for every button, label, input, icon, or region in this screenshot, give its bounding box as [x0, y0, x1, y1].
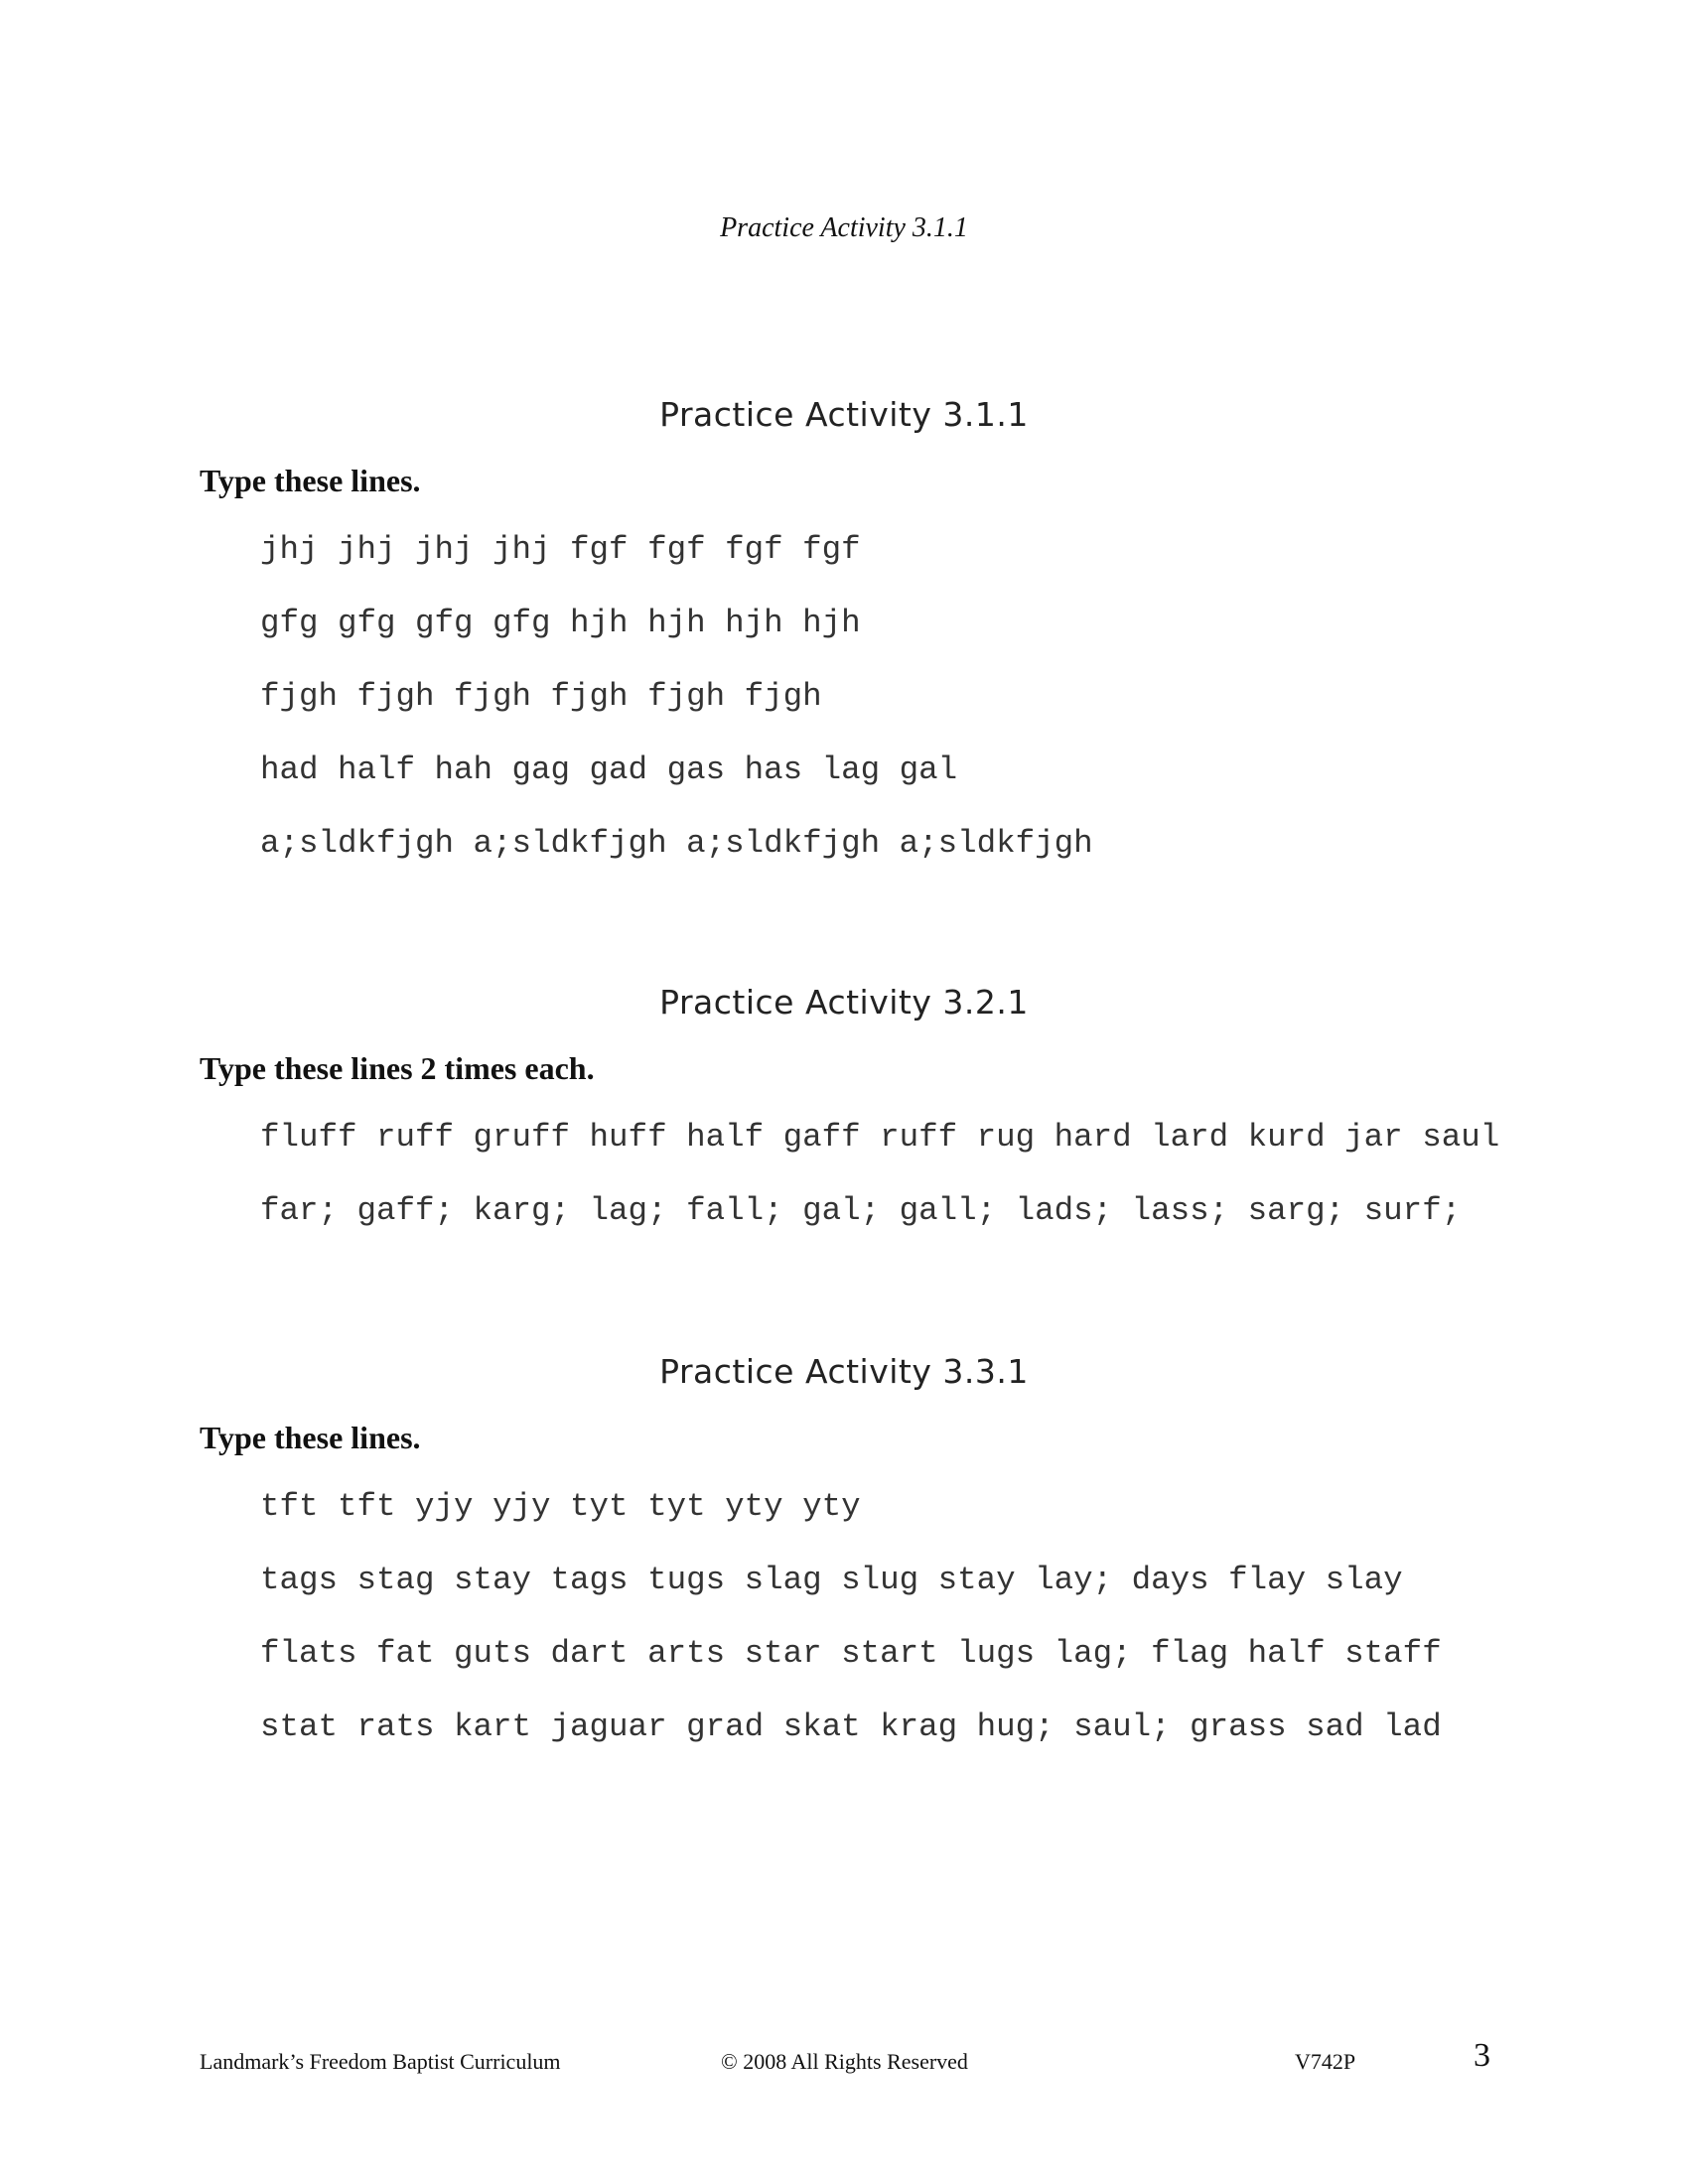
section-instruction: Type these lines. [200, 1420, 421, 1455]
practice-line: a;sldkfjgh a;sldkfjgh a;sldkfjgh a;sldkfjgh [260, 825, 1093, 862]
practice-lines [260, 1118, 1499, 1265]
page-number: 3 [1474, 2037, 1490, 2074]
section-instruction: Type these lines. [200, 463, 421, 498]
practice-line: fjgh fjgh fjgh fjgh fjgh fjgh [260, 678, 822, 715]
practice-line: tft tft yjy yjy tyt tyt yty yty [260, 1488, 861, 1525]
practice-line: flats fat guts dart arts star start lugs lag; flag half staff [260, 1635, 1442, 1672]
running-header: Practice Activity 3.1.1 [720, 212, 968, 243]
section-title: Practice Activity 3.3.1 [659, 1352, 1029, 1391]
practice-line: tags stag stay tags tugs slag slug stay lay; days flay slay [260, 1562, 1403, 1598]
section-title: Practice Activity 3.1.1 [659, 395, 1029, 434]
footer-curriculum: Landmark’s Freedom Baptist Curriculum [200, 2049, 561, 2074]
section-instruction: Type these lines 2 times each. [200, 1050, 595, 1086]
practice-line: far; gaff; karg; lag; fall; gal; gall; lads; lass; sarg; surf; [260, 1192, 1462, 1229]
footer-code: V742P [1295, 2049, 1356, 2074]
section-title: Practice Activity 3.2.1 [659, 983, 1029, 1022]
practice-line: had half hah gag gad gas has lag gal [260, 751, 958, 788]
practice-line: gfg gfg gfg gfg hjh hjh hjh hjh [260, 605, 861, 641]
practice-lines [260, 1487, 1442, 1781]
footer-copyright: © 2008 All Rights Reserved [721, 2049, 968, 2074]
practice-line: jhj jhj jhj jhj fgf fgf fgf fgf [260, 531, 861, 568]
practice-line: fluff ruff gruff huff half gaff ruff rug hard lard kurd jar saul [260, 1119, 1500, 1156]
practice-lines [260, 530, 1093, 897]
practice-line: stat rats kart jaguar grad skat krag hug; saul; grass sad lad [260, 1708, 1442, 1745]
